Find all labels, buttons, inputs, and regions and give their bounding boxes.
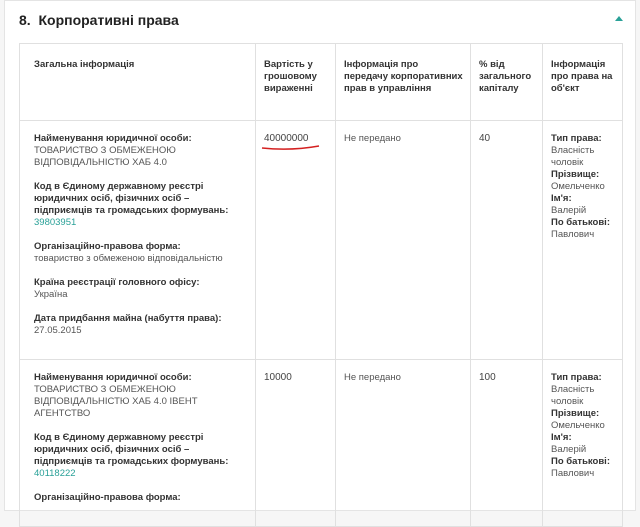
registry-code-field: Код в Єдиному державному реєстрі юридичних осіб, фізичних осіб – підприємців та громадських формувань: 39803951 — [34, 181, 249, 229]
owner-relation: чоловік — [551, 396, 584, 407]
table-row — [20, 121, 623, 360]
value-cell — [256, 360, 336, 527]
registry-code-link[interactable]: 39803951 — [34, 217, 77, 228]
transfer-cell: Не передано — [336, 121, 471, 360]
owner-firstname: Валерій — [551, 444, 587, 455]
owner-surname: Омельченко — [551, 181, 605, 192]
country-field: Країна реєстрації головного офісу: Україна — [34, 277, 249, 301]
legal-form-field: Організаційно-правова форма: — [34, 492, 181, 503]
transfer-cell: Не передано — [336, 360, 471, 527]
section-title-text: Корпоративні права — [38, 12, 179, 28]
section-title — [19, 12, 179, 28]
company-name-field: Найменування юридичної особи: ТОВАРИСТВО З ОБМЕЖЕНОЮ ВІДПОВІДАЛЬНІСТЮ ХАБ 4.0 — [34, 133, 249, 169]
chevron-up-icon[interactable] — [615, 16, 623, 21]
owner-relation: чоловік — [551, 157, 584, 168]
header-percent: % від загального капіталу — [471, 44, 543, 121]
header-transfer-info: Інформація про передачу корпоративних прав в управління — [336, 44, 471, 121]
table-header-row — [20, 44, 623, 121]
country: Україна — [34, 289, 68, 300]
registry-code-link[interactable]: 40118222 — [34, 468, 76, 479]
registry-code-field: Код в Єдиному державному реєстрі юридичних осіб, фізичних осіб – підприємців та громадських формувань: 40118222 — [34, 432, 249, 480]
owner-patronymic: Павлович — [551, 229, 595, 240]
owner-patronymic: Павлович — [551, 468, 595, 479]
right-type: Власність — [551, 384, 595, 395]
general-info-cell — [20, 121, 256, 360]
general-info-cell — [20, 360, 256, 527]
monetary-value: 10000 — [264, 372, 292, 383]
legal-form-field: Організаційно-правова форма: товариство з обмеженою відповідальністю — [34, 241, 249, 265]
corporate-rights-section — [4, 0, 636, 511]
red-underline-annotation — [261, 143, 321, 151]
company-name: ТОВАРИСТВО З ОБМЕЖЕНОЮ ВІДПОВІДАЛЬНІСТЮ ХАБ 4.0 ІВЕНТ АГЕНТСТВО — [34, 384, 198, 419]
legal-form: товариство з обмеженою відповідальністю — [34, 253, 223, 264]
owner-surname: Омельченко — [551, 420, 605, 431]
acquisition-date: 27.05.2015 — [34, 325, 82, 336]
section-header[interactable] — [5, 1, 635, 39]
value-cell — [256, 121, 336, 360]
percent-cell: 40 — [471, 121, 543, 360]
company-name-field: Найменування юридичної особи: ТОВАРИСТВО З ОБМЕЖЕНОЮ ВІДПОВІДАЛЬНІСТЮ ХАБ 4.0 ІВЕНТ АГЕНТСТВО — [34, 372, 249, 420]
company-name: ТОВАРИСТВО З ОБМЕЖЕНОЮ ВІДПОВІДАЛЬНІСТЮ ХАБ 4.0 — [34, 145, 176, 168]
owner-firstname: Валерій — [551, 205, 587, 216]
table-row — [20, 360, 623, 527]
right-type: Власність — [551, 145, 595, 156]
rights-info-cell: Тип права: Власність чоловік Прізвище: Омельченко Ім'я: Валерій По батькові: Павлович — [543, 360, 623, 527]
header-general-info: Загальна інформація — [20, 44, 256, 121]
corporate-rights-table — [19, 43, 623, 527]
header-rights-info: Інформація про права на об'єкт — [543, 44, 623, 121]
percent-cell: 100 — [471, 360, 543, 527]
rights-info-cell: Тип права: Власність чоловік Прізвище: Омельченко Ім'я: Валерій По батькові: Павлович — [543, 121, 623, 360]
corporate-rights-table-wrap — [19, 43, 622, 512]
acquisition-date-field: Дата придбання майна (набуття права): 27.05.2015 — [34, 313, 249, 337]
monetary-value: 40000000 — [264, 133, 309, 145]
header-value: Вартість у грошовому вираженні — [256, 44, 336, 121]
section-number: 8. — [19, 12, 31, 28]
